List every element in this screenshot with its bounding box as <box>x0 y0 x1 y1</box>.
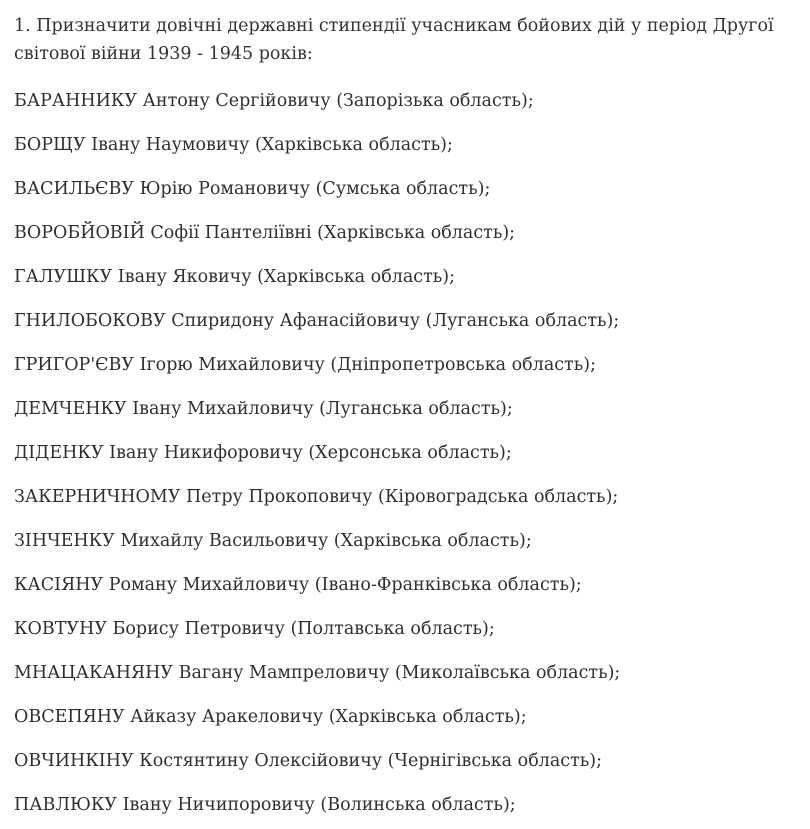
stipend-recipient-item: ЗІНЧЕНКУ Михайлу Васильовичу (Харківська область); <box>14 531 532 551</box>
stipend-recipient-item: МНАЦАКАНЯНУ Вагану Мампреловичу (Миколаївська область); <box>14 663 621 683</box>
stipend-recipient-item: ДЕМЧЕНКУ Івану Михайловичу (Луганська область); <box>14 399 513 419</box>
stipend-recipient-item: ЗАКЕРНИЧНОМУ Петру Прокоповичу (Кіровоградська область); <box>14 487 619 507</box>
stipend-recipient-item: ГАЛУШКУ Івану Яковичу (Харківська область); <box>14 267 456 287</box>
stipend-recipient-item: ОВСЕПЯНУ Айказу Аракеловичу (Харківська область); <box>14 707 527 727</box>
stipend-recipient-item: ГНИЛОБОКОВУ Спиридону Афанасійовичу (Луганська область); <box>14 311 620 331</box>
stipend-recipient-item: ДІДЕНКУ Івану Никифоровичу (Херсонська область); <box>14 443 512 463</box>
stipend-recipient-item: ВОРОБЙОВІЙ Софії Пантеліївні (Харківська область); <box>14 223 516 243</box>
stipend-recipient-item: ВАСИЛЬЄВУ Юрію Романовичу (Сумська область); <box>14 179 491 199</box>
stipend-recipient-item: БОРЩУ Івану Наумовичу (Харківська область); <box>14 135 453 155</box>
stipend-recipient-item: ПАВЛЮКУ Івану Ничипоровичу (Волинська область); <box>14 795 516 815</box>
stipend-recipient-item: БАРАННИКУ Антону Сергійовичу (Запорізька область); <box>14 91 534 111</box>
stipend-recipients-list <box>14 90 796 817</box>
stipend-recipient-item: КОВТУНУ Борису Петровичу (Полтавська область); <box>14 619 495 639</box>
stipend-recipient-item: ГРИГОР'ЄВУ Ігорю Михайловичу (Дніпропетровська область); <box>14 355 596 375</box>
stipend-recipient-item: ОВЧИНКІНУ Костянтину Олексійовичу (Чернігівська область); <box>14 751 603 771</box>
stipend-recipient-item: КАСІЯНУ Роману Михайловичу (Івано-Франківська область); <box>14 575 582 595</box>
decree-intro-paragraph: 1. Призначити довічні державні стипендії учасникам бойових дій у період Другої світової війни 1939 - 1945 років: <box>14 16 774 64</box>
